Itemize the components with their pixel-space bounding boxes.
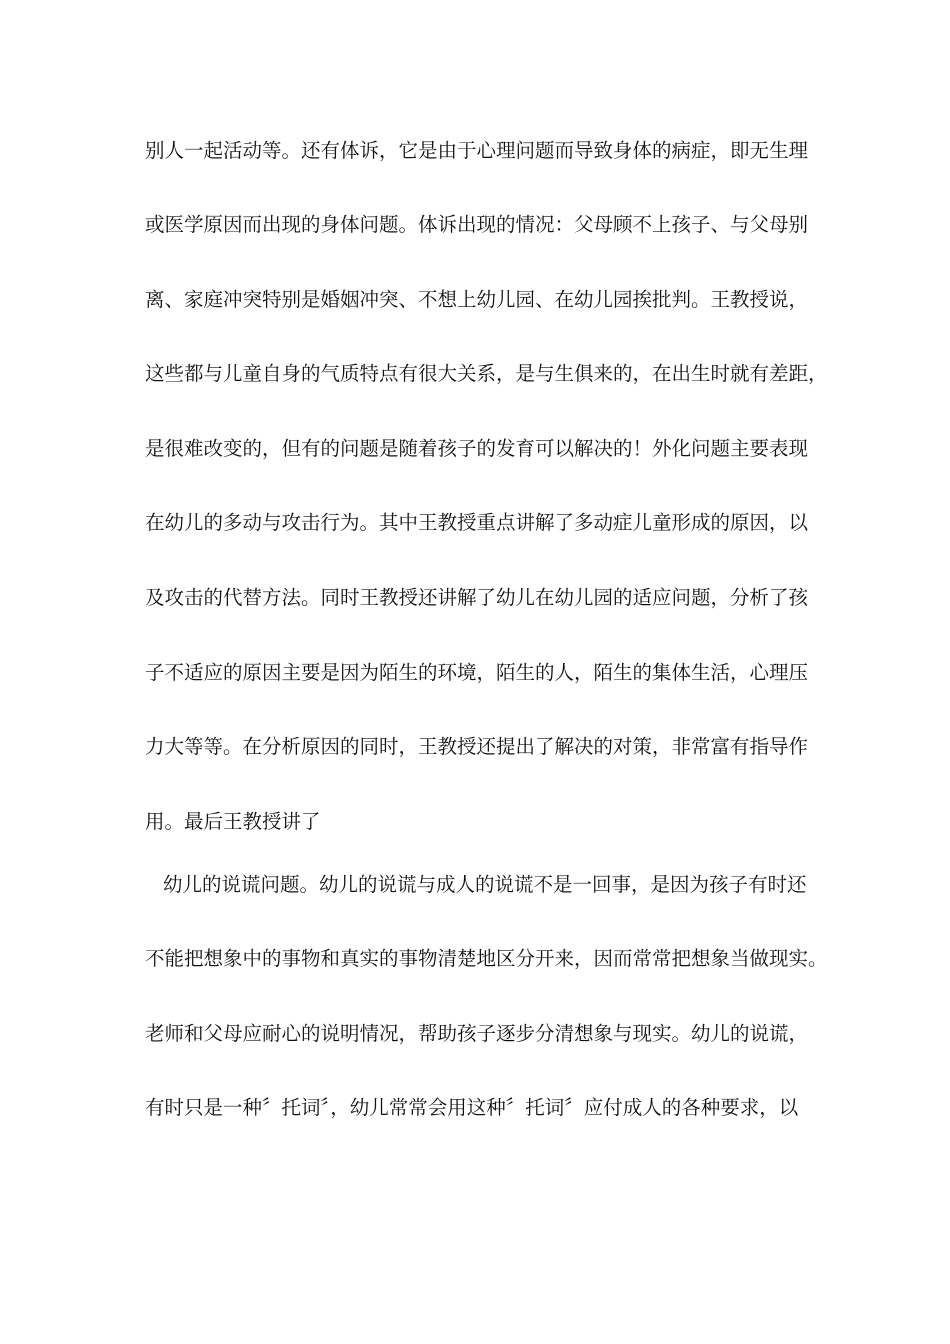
text-line: 这些都与儿童自身的气质特点有很大关系，是与生俱来的，在出生时就有差距，: [145, 362, 828, 385]
paragraph-first-line: 幼儿的说谎问题。幼儿的说谎与成人的说谎不是一回事，是因为孩子有时还: [163, 873, 807, 896]
text-line: 力大等等。在分析原因的同时，王教授还提出了解决的对策，非常富有指导作: [145, 735, 809, 758]
text-line: 或医学原因而出现的身体问题。体诉出现的情况：父母顾不上孩子、与父母别: [145, 213, 809, 236]
text-line: 在幼儿的多动与攻击行为。其中王教授重点讲解了多动症儿童形成的原因，以: [145, 511, 809, 534]
text-line: 及攻击的代替方法。同时王教授还讲解了幼儿在幼儿园的适应问题，分析了孩: [145, 586, 809, 609]
text-line: 是很难改变的，但有的问题是随着孩子的发育可以解决的！外化问题主要表现: [145, 437, 809, 460]
text-line: 不能把想象中的事物和真实的事物清楚地区分开来，因而常常把想象当做现实。: [145, 947, 828, 970]
text-line: 老师和父母应耐心的说明情况，帮助孩子逐步分清想象与现实。幼儿的说谎，: [145, 1022, 809, 1045]
text-line: 别人一起活动等。还有体诉，它是由于心理问题而导致身体的病症，即无生理: [145, 139, 809, 162]
text-line: 子不适应的原因主要是因为陌生的环境，陌生的人，陌生的集体生活，心理压: [145, 661, 809, 684]
text-line: 离、家庭冲突特别是婚姻冲突、不想上幼儿园、在幼儿园挨批判。王教授说，: [145, 288, 809, 311]
text-line: 有时只是一种〞托词〞，幼儿常常会用这种〞托词〞应付成人的各种要求，以: [145, 1096, 799, 1119]
text-line: 用。最后王教授讲了: [145, 810, 321, 833]
